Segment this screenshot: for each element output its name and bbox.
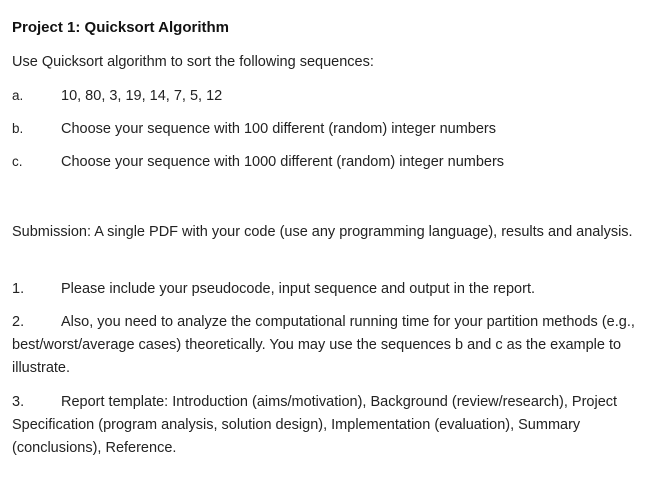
list-marker: c. <box>12 154 23 169</box>
list-item-text: 10, 80, 3, 19, 14, 7, 5, 12 <box>61 88 223 104</box>
intro-text: Use Quicksort algorithm to sort the following sequences: <box>12 54 374 70</box>
list-item-text: Also, you need to analyze the computational running time for your partition methods (e.g., best/worst/average cases) theoretically. You may use the sequences b and c as the example to illustrate. <box>12 314 635 376</box>
requirement-item-2 <box>12 311 648 380</box>
submission-text: Submission: A single PDF with your code (use any programming language), results and analysis. <box>12 224 633 240</box>
list-marker: a. <box>12 88 24 103</box>
sequence-item-b <box>12 121 496 137</box>
list-marker: 3. <box>12 394 25 410</box>
page-title: Project 1: Quicksort Algorithm <box>12 19 229 36</box>
sequence-item-c <box>12 154 504 170</box>
list-marker: 2. <box>12 314 25 330</box>
list-item-text: Please include your pseudocode, input sequence and output in the report. <box>61 281 536 297</box>
sequence-item-a <box>12 88 222 104</box>
list-marker: b. <box>12 121 24 136</box>
requirement-item-1 <box>12 281 535 297</box>
requirement-item-3 <box>12 391 648 460</box>
list-marker: 1. <box>12 281 25 297</box>
list-item-text: Choose your sequence with 1000 different (random) integer numbers <box>61 154 505 170</box>
list-item-text: Choose your sequence with 100 different (random) integer numbers <box>61 121 496 137</box>
list-item-text: Report template: Introduction (aims/motivation), Background (review/research), Project Specification (program analysis, solution design), Implementation (evaluation), Summary (conclusions), Reference. <box>12 394 618 456</box>
